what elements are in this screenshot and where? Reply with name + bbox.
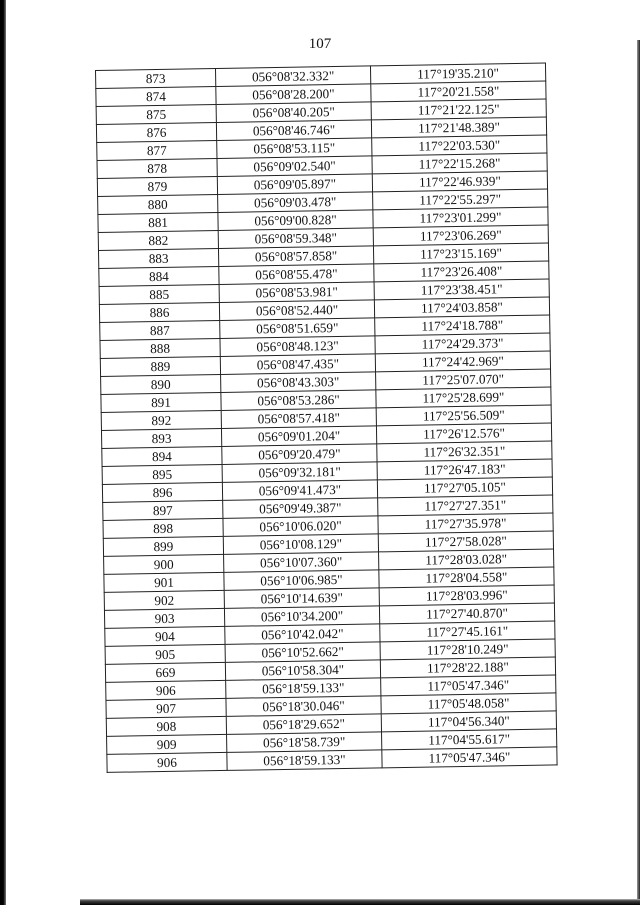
longitude-cell: 117°27'05.105" (377, 477, 552, 498)
point-number-cell: 889 (100, 356, 220, 376)
longitude-cell: 117°23'38.451" (374, 279, 549, 300)
longitude-cell: 117°27'58.028" (378, 531, 553, 552)
point-number-cell: 877 (97, 140, 217, 160)
longitude-cell: 117°22'15.268" (372, 153, 547, 174)
longitude-cell: 117°23'15.169" (373, 243, 548, 264)
point-number-cell: 887 (100, 320, 220, 340)
longitude-cell: 117°26'12.576" (376, 423, 551, 444)
latitude-cell: 056°08'40.205" (216, 102, 371, 123)
point-number-cell: 899 (103, 536, 223, 556)
point-number-cell: 879 (97, 176, 217, 196)
coordinates-table-body (96, 63, 558, 772)
latitude-cell: 056°08'53.286" (221, 390, 376, 411)
point-number-cell: 903 (104, 608, 224, 628)
longitude-cell: 117°25'56.509" (376, 405, 551, 426)
point-number-cell: 669 (105, 662, 225, 682)
latitude-cell: 056°08'57.418" (221, 408, 376, 429)
latitude-cell: 056°08'51.659" (220, 318, 375, 339)
longitude-cell: 117°20'21.558" (371, 81, 546, 102)
latitude-cell: 056°10'07.360" (224, 552, 379, 573)
point-number-cell: 902 (104, 590, 224, 610)
longitude-cell: 117°04'55.617" (382, 729, 557, 750)
point-number-cell: 909 (107, 734, 227, 754)
longitude-cell: 117°05'47.346" (382, 747, 557, 768)
longitude-cell: 117°04'56.340" (381, 711, 556, 732)
longitude-cell: 117°26'47.183" (377, 459, 552, 480)
point-number-cell: 881 (98, 212, 218, 232)
coordinates-table (95, 63, 558, 773)
latitude-cell: 056°18'59.133" (226, 678, 381, 699)
point-number-cell: 908 (106, 716, 226, 736)
latitude-cell: 056°10'06.020" (223, 516, 378, 537)
point-number-cell: 907 (106, 698, 226, 718)
point-number-cell: 874 (96, 86, 216, 106)
point-number-cell: 900 (104, 554, 224, 574)
point-number-cell: 880 (98, 194, 218, 214)
longitude-cell: 117°23'01.299" (373, 207, 548, 228)
longitude-cell: 117°22'55.297" (373, 189, 548, 210)
point-number-cell: 888 (100, 338, 220, 358)
longitude-cell: 117°05'48.058" (381, 693, 556, 714)
point-number-cell: 875 (96, 104, 216, 124)
longitude-cell: 117°24'18.788" (375, 315, 550, 336)
longitude-cell: 117°24'29.373" (375, 333, 550, 354)
point-number-cell: 906 (107, 752, 227, 772)
latitude-cell: 056°10'58.304" (225, 660, 380, 681)
point-number-cell: 873 (96, 69, 216, 89)
point-number-cell: 890 (101, 374, 221, 394)
point-number-cell: 886 (99, 302, 219, 322)
latitude-cell: 056°10'06.985" (224, 570, 379, 591)
longitude-cell: 117°27'40.870" (379, 603, 554, 624)
longitude-cell: 117°19'35.210" (370, 63, 545, 84)
latitude-cell: 056°18'30.046" (226, 696, 381, 717)
point-number-cell: 905 (105, 644, 225, 664)
longitude-cell: 117°27'45.161" (380, 621, 555, 642)
longitude-cell: 117°26'32.351" (377, 441, 552, 462)
latitude-cell: 056°09'32.181" (222, 462, 377, 483)
point-number-cell: 897 (103, 500, 223, 520)
point-number-cell: 898 (103, 518, 223, 538)
longitude-cell: 117°24'42.969" (375, 351, 550, 372)
longitude-cell: 117°25'07.070" (376, 369, 551, 390)
longitude-cell: 117°22'03.530" (372, 135, 547, 156)
latitude-cell: 056°08'28.200" (216, 84, 371, 105)
latitude-cell: 056°08'32.332" (215, 66, 370, 87)
point-number-cell: 884 (99, 266, 219, 286)
latitude-cell: 056°18'29.652" (226, 714, 381, 735)
point-number-cell: 892 (101, 410, 221, 430)
latitude-cell: 056°09'01.204" (221, 426, 376, 447)
point-number-cell: 906 (106, 680, 226, 700)
longitude-cell: 117°22'46.939" (372, 171, 547, 192)
longitude-cell: 117°28'22.188" (380, 657, 555, 678)
point-number-cell: 896 (102, 482, 222, 502)
point-number-cell: 895 (102, 464, 222, 484)
point-number-cell: 891 (101, 392, 221, 412)
scan-edge-bottom (80, 899, 640, 905)
latitude-cell: 056°09'41.473" (222, 480, 377, 501)
longitude-cell: 117°25'28.699" (376, 387, 551, 408)
latitude-cell: 056°08'48.123" (220, 336, 375, 357)
latitude-cell: 056°08'53.115" (217, 138, 372, 159)
latitude-cell: 056°18'58.739" (227, 732, 382, 753)
latitude-cell: 056°09'05.897" (217, 174, 372, 195)
latitude-cell: 056°10'52.662" (225, 642, 380, 663)
longitude-cell: 117°28'04.558" (379, 567, 554, 588)
latitude-cell: 056°08'59.348" (218, 228, 373, 249)
latitude-cell: 056°10'14.639" (224, 588, 379, 609)
longitude-cell: 117°23'06.269" (373, 225, 548, 246)
latitude-cell: 056°09'00.828" (218, 210, 373, 231)
latitude-cell: 056°08'55.478" (219, 264, 374, 285)
point-number-cell: 893 (101, 428, 221, 448)
latitude-cell: 056°08'52.440" (219, 300, 374, 321)
latitude-cell: 056°08'47.435" (220, 354, 375, 375)
scan-edge-left (0, 0, 6, 905)
longitude-cell: 117°27'27.351" (378, 495, 553, 516)
longitude-cell: 117°05'47.346" (381, 675, 556, 696)
point-number-cell: 901 (104, 572, 224, 592)
latitude-cell: 056°08'53.981" (219, 282, 374, 303)
latitude-cell: 056°10'34.200" (224, 606, 379, 627)
latitude-cell: 056°09'20.479" (222, 444, 377, 465)
longitude-cell: 117°27'35.978" (378, 513, 553, 534)
page-number: 107 (308, 36, 332, 52)
latitude-cell: 056°10'42.042" (225, 624, 380, 645)
point-number-cell: 882 (98, 230, 218, 250)
latitude-cell: 056°09'49.387" (223, 498, 378, 519)
latitude-cell: 056°10'08.129" (223, 534, 378, 555)
point-number-cell: 876 (96, 122, 216, 142)
point-number-cell: 894 (102, 446, 222, 466)
longitude-cell: 117°28'03.996" (379, 585, 554, 606)
longitude-cell: 117°21'48.389" (371, 117, 546, 138)
coordinates-table-wrapper (95, 63, 557, 773)
latitude-cell: 056°18'59.133" (227, 750, 382, 771)
longitude-cell: 117°28'03.028" (379, 549, 554, 570)
latitude-cell: 056°09'02.540" (217, 156, 372, 177)
latitude-cell: 056°08'57.858" (218, 246, 373, 267)
point-number-cell: 883 (98, 248, 218, 268)
point-number-cell: 885 (99, 284, 219, 304)
latitude-cell: 056°08'43.303" (221, 372, 376, 393)
latitude-cell: 056°08'46.746" (216, 120, 371, 141)
longitude-cell: 117°23'26.408" (374, 261, 549, 282)
longitude-cell: 117°21'22.125" (371, 99, 546, 120)
point-number-cell: 878 (97, 158, 217, 178)
longitude-cell: 117°28'10.249" (380, 639, 555, 660)
point-number-cell: 904 (105, 626, 225, 646)
latitude-cell: 056°09'03.478" (218, 192, 373, 213)
longitude-cell: 117°24'03.858" (374, 297, 549, 318)
